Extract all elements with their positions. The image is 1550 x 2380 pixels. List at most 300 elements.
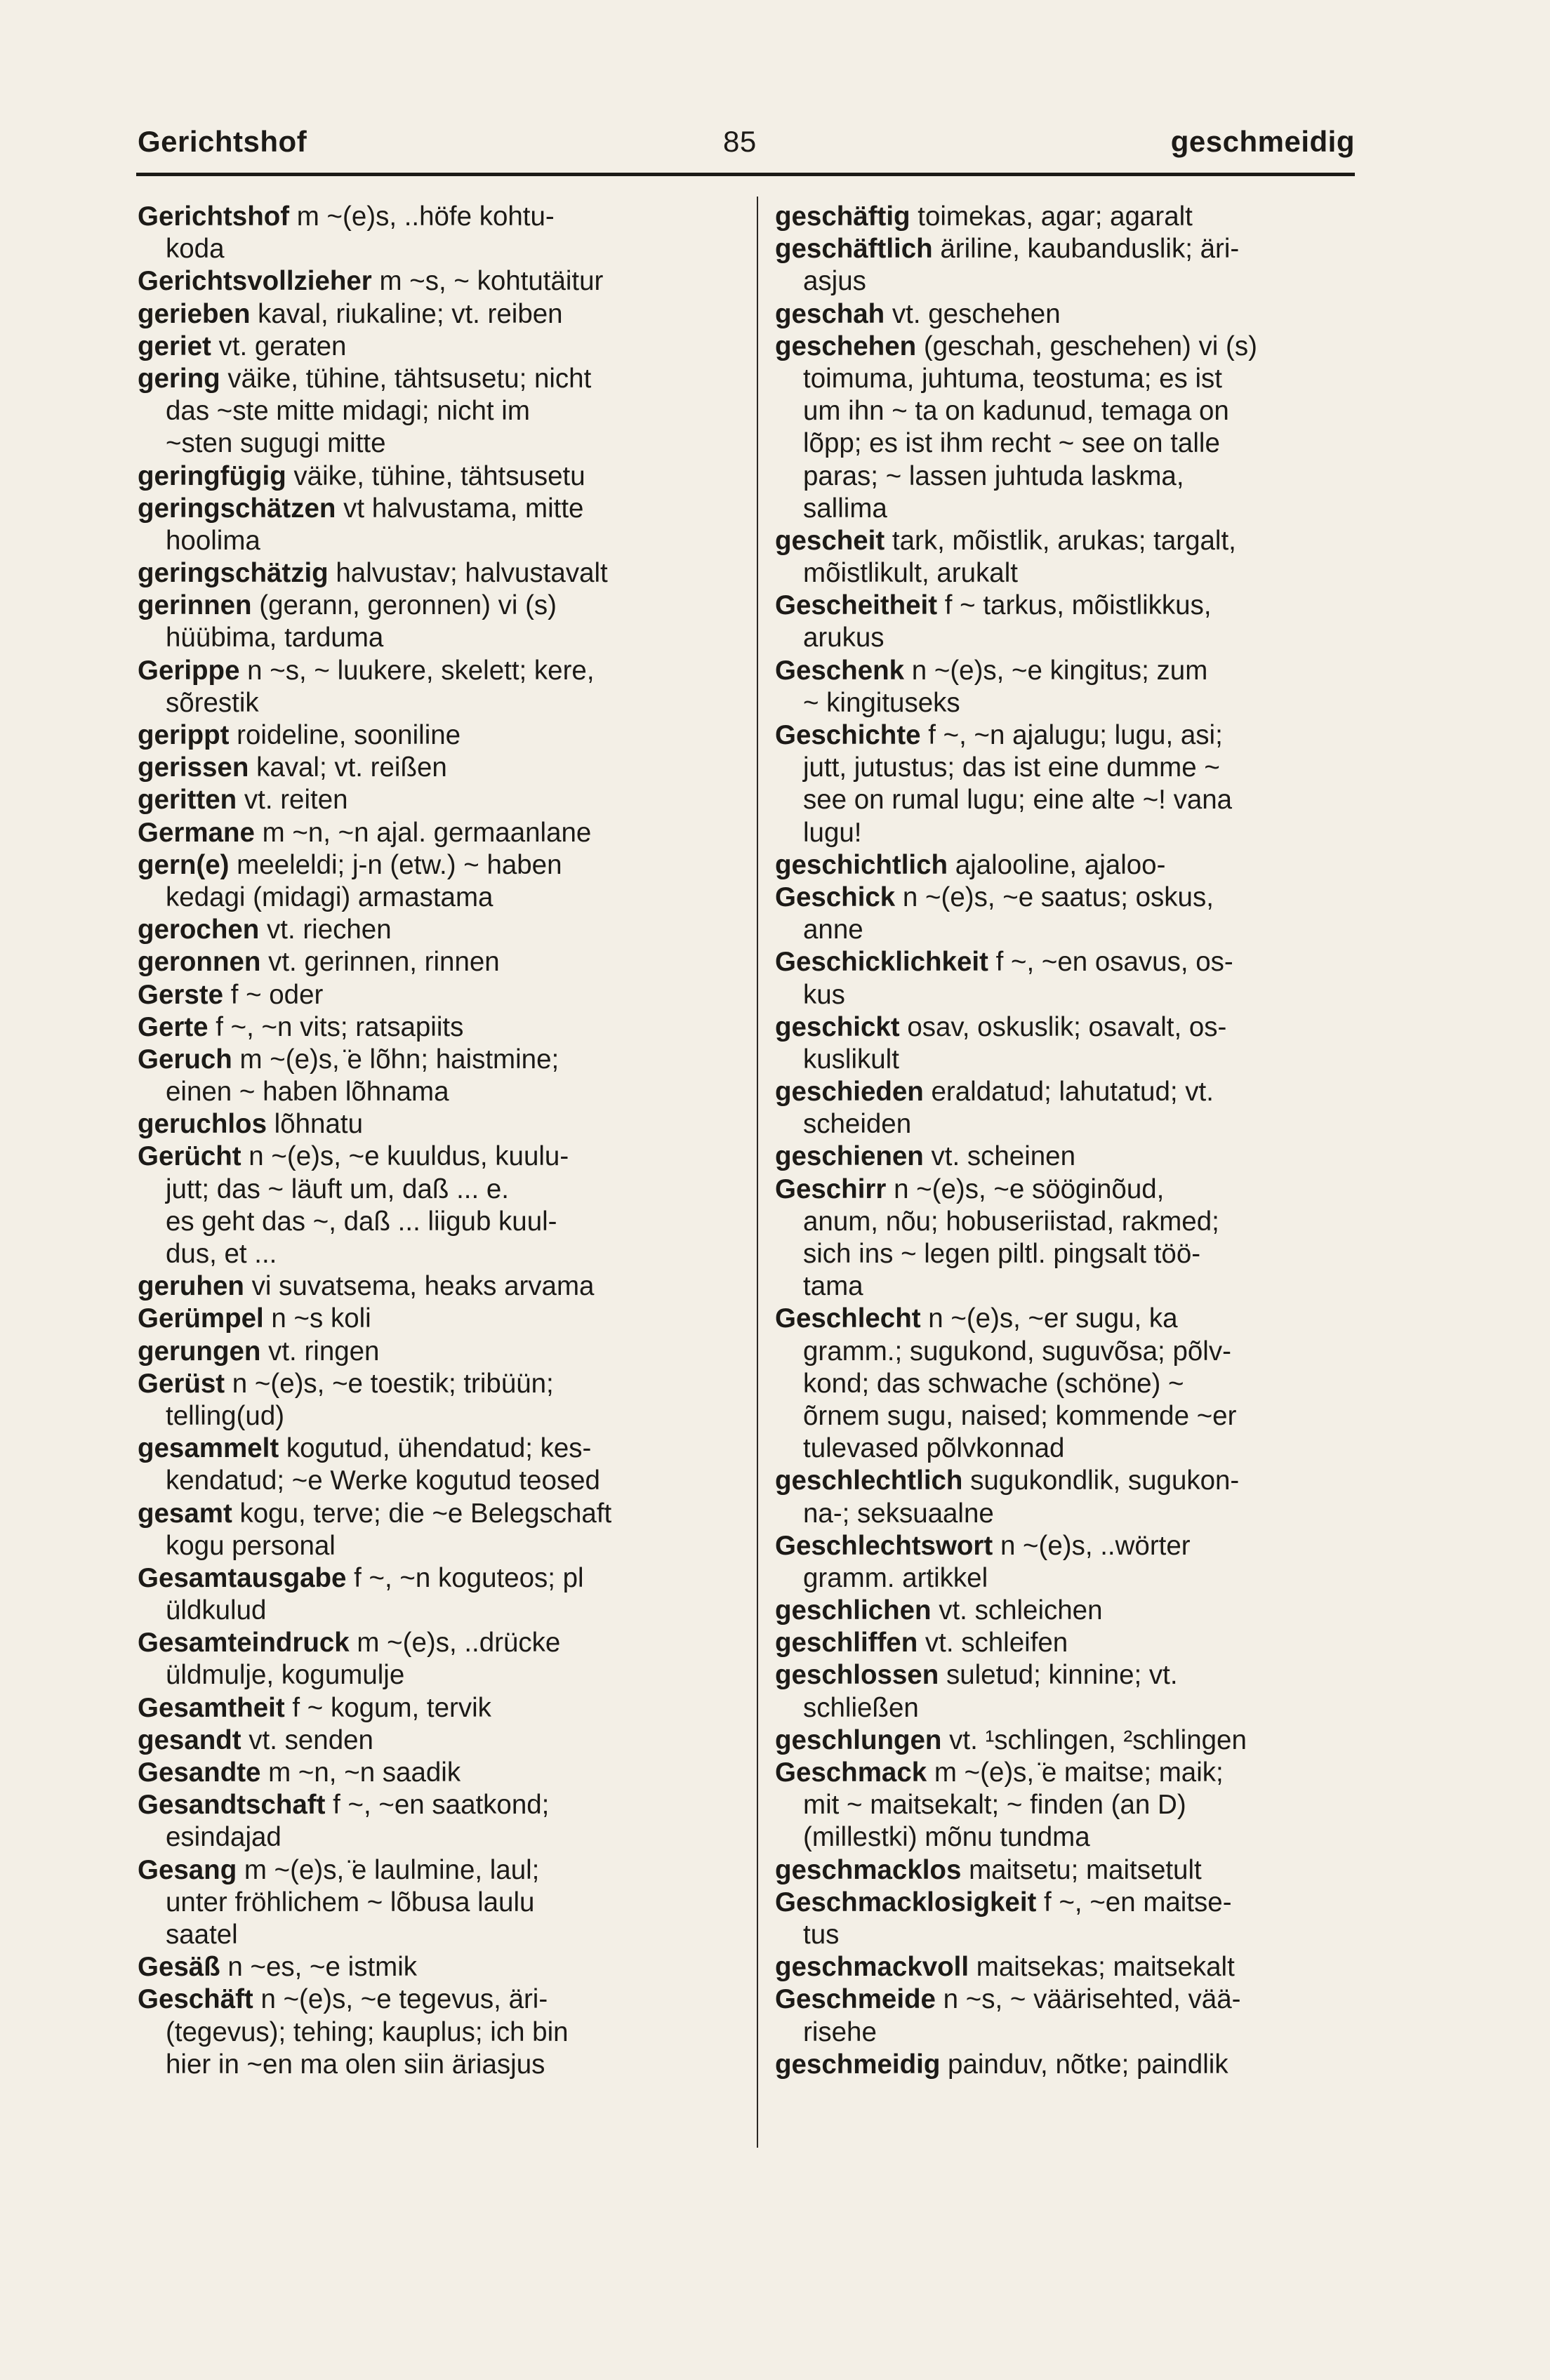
dictionary-entry	[775, 201, 1351, 233]
dictionary-entry	[775, 233, 1351, 265]
entry-continuation	[138, 1821, 713, 1854]
entry-continuation	[775, 1368, 1351, 1400]
headword: geschah	[775, 298, 885, 329]
definition-text: vt. geschehen	[885, 298, 1061, 329]
headword: gesandt	[138, 1724, 241, 1755]
definition-text: risehe	[803, 2016, 877, 2047]
dictionary-entry	[138, 914, 713, 946]
definition-text: (millestki) mõnu tundma	[803, 1822, 1090, 1853]
dictionary-entry	[775, 1011, 1351, 1044]
headword: geruhen	[138, 1271, 244, 1302]
dictionary-entry	[138, 1724, 713, 1757]
definition-text: halvustav; halvustavalt	[328, 558, 608, 589]
definition-text: paras; ~ lassen juhtuda laskma,	[803, 460, 1184, 491]
dictionary-entry	[775, 525, 1351, 557]
definition-text: maitsetu; maitsetult	[961, 1854, 1202, 1885]
headword: Geschlecht	[775, 1303, 921, 1334]
dictionary-entry	[138, 655, 713, 687]
definition-text: scheiden	[803, 1109, 912, 1140]
headword: geruchlos	[138, 1109, 267, 1140]
definition-text: osav, oskuslik; osavalt, os-	[899, 1011, 1227, 1042]
entry-continuation	[775, 817, 1351, 849]
entry-continuation	[775, 427, 1351, 460]
definition-text: f ~, ~en maitse-	[1036, 1887, 1232, 1917]
dictionary-entry	[138, 493, 713, 525]
definition-text: vt. senden	[241, 1724, 373, 1755]
definition-text: õrnem sugu, naised; kommende ~er	[803, 1400, 1237, 1431]
headword: Gesamteindruck	[138, 1628, 350, 1658]
dictionary-entry	[775, 719, 1351, 752]
entry-continuation	[775, 1238, 1351, 1270]
dictionary-entry	[138, 1692, 713, 1724]
dictionary-entry	[138, 1044, 713, 1076]
column-divider	[757, 197, 758, 2148]
dictionary-entry	[775, 1076, 1351, 1108]
definition-text: anne	[803, 915, 863, 945]
entry-continuation	[138, 1919, 713, 1951]
dictionary-entry	[775, 849, 1351, 882]
definition-text: äriline, kaubanduslik; äri-	[932, 234, 1240, 265]
headword: Gescheitheit	[775, 590, 938, 621]
definition-text: hier in ~en ma olen siin äriasjus	[166, 2049, 545, 2080]
headword: gerungen	[138, 1336, 261, 1367]
dictionary-entry	[138, 1562, 713, 1595]
headword: Gesamtausgabe	[138, 1562, 347, 1593]
definition-text: einen ~ haben lõhnama	[166, 1077, 449, 1108]
definition-text: eraldatud; lahutatud; vt.	[923, 1077, 1214, 1108]
definition-text: es geht das ~, daß ... liigub kuul-	[166, 1206, 557, 1237]
entry-continuation	[775, 1336, 1351, 1368]
dictionary-entry	[775, 1983, 1351, 2016]
headword: Germane	[138, 817, 255, 848]
headword: gering	[138, 363, 220, 394]
dictionary-entry	[138, 1498, 713, 1530]
definition-text: maitsekas; maitsekalt	[969, 1952, 1235, 1983]
definition-text: gramm. artikkel	[803, 1562, 988, 1593]
entry-continuation	[775, 557, 1351, 590]
definition-text: telling(ud)	[166, 1400, 285, 1431]
dictionary-entry	[775, 1951, 1351, 1983]
headword: geschlichen	[775, 1595, 932, 1626]
dictionary-entry	[138, 1336, 713, 1368]
dictionary-entry	[138, 331, 713, 363]
entry-continuation	[775, 493, 1351, 525]
headword: Geschlechtswort	[775, 1530, 993, 1561]
headword: gerinnen	[138, 590, 252, 621]
dictionary-entry	[138, 363, 713, 395]
dictionary-entry	[138, 1432, 713, 1465]
definition-text: painduv, nõtke; paindlik	[940, 2049, 1228, 2080]
headword: Geschmack	[775, 1757, 927, 1788]
definition-text: m ~(e)s, ..höfe kohtu-	[289, 201, 555, 232]
dictionary-entry	[138, 979, 713, 1011]
headword: gerochen	[138, 915, 260, 945]
dictionary-entry	[775, 1465, 1351, 1497]
entry-continuation	[775, 1789, 1351, 1821]
entry-continuation	[775, 1270, 1351, 1303]
definition-text: mit ~ maitsekalt; ~ finden (an D)	[803, 1790, 1186, 1821]
dictionary-entry	[138, 1854, 713, 1887]
headword: Gerücht	[138, 1141, 241, 1172]
headword: geschlossen	[775, 1660, 939, 1691]
dictionary-entry	[775, 298, 1351, 331]
definition-text: m ~(e)s, ̈e laulmine, laul;	[237, 1854, 540, 1885]
entry-continuation	[138, 1400, 713, 1432]
dictionary-entry	[138, 590, 713, 622]
entry-continuation	[775, 784, 1351, 816]
definition-text: jutt; das ~ läuft um, daß ... e.	[166, 1174, 509, 1204]
dictionary-entry	[138, 1368, 713, 1400]
definition-text: sich ins ~ legen piltl. pingsalt töö-	[803, 1239, 1201, 1269]
definition-text: n ~es, ~e istmik	[220, 1952, 418, 1983]
headword: Gerüst	[138, 1368, 225, 1399]
dictionary-entry	[138, 265, 713, 298]
entry-continuation	[138, 1174, 713, 1206]
entry-continuation	[138, 1076, 713, 1108]
dictionary-entry	[775, 1887, 1351, 1919]
entry-continuation	[775, 363, 1351, 395]
entry-continuation	[138, 1530, 713, 1562]
dictionary-entry	[138, 1983, 713, 2016]
definition-text: n ~(e)s, ~e kingitus; zum	[904, 655, 1208, 686]
dictionary-entry	[775, 1595, 1351, 1627]
headword: geschmeidig	[775, 2049, 941, 2080]
entry-continuation	[775, 460, 1351, 493]
headword: geschickt	[775, 1011, 900, 1042]
entry-continuation	[138, 687, 713, 719]
headword: geringfügig	[138, 460, 286, 491]
headword: Gerümpel	[138, 1303, 264, 1334]
definition-text: (geschah, geschehen) vi (s)	[916, 331, 1257, 361]
definition-text: n ~(e)s, ~e kuuldus, kuulu-	[241, 1141, 569, 1172]
headword: Geruch	[138, 1044, 232, 1075]
headword: Gerte	[138, 1011, 208, 1042]
definition-text: n ~(e)s, ..wörter	[993, 1530, 1191, 1561]
dictionary-entry	[775, 882, 1351, 914]
definition-text: n ~s koli	[263, 1303, 371, 1334]
definition-text: dus, et ...	[166, 1239, 277, 1269]
entry-continuation	[138, 1595, 713, 1627]
entry-continuation	[775, 1400, 1351, 1432]
dictionary-entry	[775, 331, 1351, 363]
headword: geringschätzig	[138, 558, 329, 589]
definition-text: kond; das schwache (schöne) ~	[803, 1368, 1184, 1399]
definition-text: lõpp; es ist ihm recht ~ see on talle	[803, 428, 1220, 459]
headword: geschliffen	[775, 1628, 918, 1658]
dictionary-entry	[775, 1627, 1351, 1659]
dictionary-entry	[775, 2049, 1351, 2081]
definition-text: kogu, terve; die ~e Belegschaft	[232, 1498, 612, 1529]
definition-text: f ~, ~n vits; ratsapiits	[208, 1011, 464, 1042]
left-column	[138, 201, 713, 2081]
entry-continuation	[775, 979, 1351, 1011]
definition-text: vt. geraten	[211, 331, 347, 361]
definition-text: n ~(e)s, ~e toestik; tribüün;	[225, 1368, 554, 1399]
definition-text: n ~s, ~ luukere, skelett; kere,	[239, 655, 595, 686]
definition-text: tulevased põlvkonnad	[803, 1433, 1065, 1464]
definition-text: n ~s, ~ väärisehted, vää-	[935, 1984, 1241, 2015]
entry-continuation	[138, 1206, 713, 1238]
headword: Geschmacklosigkeit	[775, 1887, 1037, 1917]
entry-continuation	[775, 1498, 1351, 1530]
definition-text: esindajad	[166, 1822, 281, 1853]
dictionary-entry	[138, 1627, 713, 1659]
entry-continuation	[138, 1887, 713, 1919]
headword: Geschmeide	[775, 1984, 936, 2015]
dictionary-entry	[138, 1789, 713, 1821]
entry-continuation	[775, 1692, 1351, 1724]
headword: Geschick	[775, 882, 896, 912]
definition-text: (tegevus); tehing; kauplus; ich bin	[166, 2016, 569, 2047]
right-column	[775, 201, 1351, 2081]
definition-text: vt. ringen	[260, 1336, 380, 1367]
definition-text: kogutud, ühendatud; kes-	[279, 1433, 592, 1464]
entry-continuation	[138, 427, 713, 460]
entry-continuation	[775, 1562, 1351, 1595]
dictionary-entry	[138, 201, 713, 233]
definition-text: sallima	[803, 493, 887, 524]
definition-text: mõistlikult, arukalt	[803, 558, 1018, 589]
entry-continuation	[138, 2016, 713, 2049]
entry-continuation	[138, 1238, 713, 1270]
entry-continuation	[138, 622, 713, 654]
definition-text: see on rumal lugu; eine alte ~! vana	[803, 785, 1233, 816]
entry-continuation	[138, 395, 713, 427]
definition-text: n ~(e)s, ~e saatus; oskus,	[895, 882, 1214, 912]
dictionary-entry	[138, 719, 713, 752]
definition-text: sugukondlik, sugukon-	[962, 1465, 1240, 1496]
headword: geschäftlich	[775, 234, 933, 265]
headword: geschieden	[775, 1077, 924, 1108]
definition-text: tama	[803, 1271, 863, 1302]
definition-text: unter fröhlichem ~ lõbusa laulu	[166, 1887, 535, 1917]
entry-continuation	[775, 622, 1351, 654]
headword: geschienen	[775, 1141, 924, 1172]
headword: gescheit	[775, 525, 885, 556]
headword: geriet	[138, 331, 211, 361]
entry-continuation	[775, 1206, 1351, 1238]
dictionary-entry	[138, 1141, 713, 1173]
definition-text: koda	[166, 234, 225, 265]
definition-text: tus	[803, 1919, 840, 1950]
headword: Gesamtheit	[138, 1692, 285, 1723]
dictionary-entry	[775, 1303, 1351, 1335]
headword: geschehen	[775, 331, 917, 361]
definition-text: f ~ tarkus, mõistlikkus,	[937, 590, 1212, 621]
definition-text: kaval; vt. reißen	[249, 752, 447, 783]
definition-text: n ~(e)s, ~er sugu, ka	[920, 1303, 1178, 1334]
definition-text: f ~, ~n koguteos; pl	[346, 1562, 584, 1593]
headword: geritten	[138, 785, 237, 816]
definition-text: f ~ oder	[223, 979, 324, 1010]
headword: Gesandtschaft	[138, 1790, 326, 1821]
headword: geschlechtlich	[775, 1465, 963, 1496]
entry-continuation	[138, 525, 713, 557]
headword: geschäftig	[775, 201, 910, 232]
definition-text: roideline, sooniline	[229, 720, 461, 750]
definition-text: vt. riechen	[259, 915, 392, 945]
headword: geschichtlich	[775, 849, 948, 880]
headword: Gerste	[138, 979, 223, 1010]
definition-text: n ~(e)s, ~e sööginõud,	[886, 1174, 1165, 1204]
dictionary-entry	[138, 298, 713, 331]
dictionary-entry	[138, 557, 713, 590]
headword: geschmacklos	[775, 1854, 962, 1885]
definition-text: n ~(e)s, ~e tegevus, äri-	[253, 1984, 548, 2015]
definition-text: (gerann, geronnen) vi (s)	[251, 590, 557, 621]
dictionary-entry	[138, 946, 713, 978]
page-number: 85	[723, 125, 757, 158]
entry-continuation	[775, 395, 1351, 427]
dictionary-entry	[775, 655, 1351, 687]
definition-text: kendatud; ~e Werke kogutud teosed	[166, 1465, 600, 1496]
dictionary-entry	[138, 1011, 713, 1044]
definition-text: toimuma, juhtuma, teostuma; es ist	[803, 363, 1222, 394]
dictionary-entry	[775, 1659, 1351, 1691]
entry-continuation	[138, 2049, 713, 2081]
definition-text: kogu personal	[166, 1530, 336, 1561]
headword: geschmackvoll	[775, 1952, 969, 1983]
headword: gesammelt	[138, 1433, 279, 1464]
definition-text: na-; seksuaalne	[803, 1498, 994, 1529]
definition-text: sõrestik	[166, 687, 259, 718]
definition-text: lõhnatu	[266, 1109, 363, 1140]
running-head-right: geschmeidig	[1170, 125, 1355, 158]
running-head-left: Gerichtshof	[138, 125, 307, 158]
definition-text: jutt, jutustus; das ist eine dumme ~	[803, 752, 1220, 783]
entry-continuation	[775, 752, 1351, 784]
definition-text: hüübima, tarduma	[166, 623, 384, 653]
entry-continuation	[138, 1465, 713, 1497]
definition-text: m ~(e)s, ̈e maitse; maik;	[927, 1757, 1224, 1788]
definition-text: üldkulud	[166, 1595, 267, 1626]
definition-text: m ~n, ~n saadik	[260, 1757, 461, 1788]
definition-text: väike, tühine, tähtsusetu; nicht	[220, 363, 592, 394]
definition-text: schließen	[803, 1692, 919, 1723]
dictionary-entry	[138, 460, 713, 493]
dictionary-entry	[775, 1757, 1351, 1789]
definition-text: m ~n, ~n ajal. germaanlane	[254, 817, 592, 848]
headword: Gesäß	[138, 1952, 220, 1983]
headword: gern(e)	[138, 849, 230, 880]
dictionary-entry	[138, 752, 713, 784]
headword: Geschäft	[138, 1984, 253, 2015]
definition-text: üldmulje, kogumulje	[166, 1660, 405, 1691]
definition-text: väike, tühine, tähtsusetu	[286, 460, 585, 491]
definition-text: gramm.; sugukond, suguvõsa; põlv-	[803, 1336, 1231, 1367]
definition-text: f ~, ~en saatkond;	[325, 1790, 550, 1821]
entry-continuation	[775, 265, 1351, 298]
entry-continuation	[138, 1659, 713, 1691]
dictionary-entry	[775, 1174, 1351, 1206]
definition-text: lugu!	[803, 817, 862, 848]
headword: geronnen	[138, 947, 261, 978]
entry-continuation	[775, 687, 1351, 719]
entry-continuation	[775, 1821, 1351, 1854]
entry-continuation	[775, 1432, 1351, 1465]
dictionary-entry	[775, 946, 1351, 978]
dictionary-entry	[775, 1530, 1351, 1562]
definition-text: das ~ste mitte midagi; nicht im	[166, 396, 530, 427]
definition-text: vt halvustama, mitte	[336, 493, 584, 524]
dictionary-entry	[138, 1108, 713, 1141]
entry-continuation	[775, 1108, 1351, 1141]
definition-text: asjus	[803, 266, 866, 297]
entry-continuation	[138, 882, 713, 914]
definition-text: vi suvatsema, heaks arvama	[244, 1271, 595, 1302]
dictionary-entry	[138, 1270, 713, 1303]
headword: Geschenk	[775, 655, 905, 686]
definition-text: vt. ¹schlingen, ²schlingen	[941, 1724, 1247, 1755]
dictionary-entry	[775, 1141, 1351, 1173]
definition-text: m ~s, ~ kohtutäitur	[371, 266, 604, 297]
definition-text: vt. scheinen	[923, 1141, 1075, 1172]
definition-text: vt. gerinnen, rinnen	[260, 947, 500, 978]
definition-text: kuslikult	[803, 1044, 899, 1075]
dictionary-entry	[138, 817, 713, 849]
headword: geschlungen	[775, 1724, 942, 1755]
definition-text: arukus	[803, 623, 885, 653]
definition-text: f ~, ~n ajalugu; lugu, asi;	[920, 720, 1223, 750]
definition-text: kaval, riukaline; vt. reiben	[250, 298, 563, 329]
dictionary-entry	[138, 1757, 713, 1789]
definition-text: ~sten sugugi mitte	[166, 428, 386, 459]
entry-continuation	[775, 914, 1351, 946]
definition-text: f ~ kogum, tervik	[284, 1692, 491, 1723]
entry-continuation	[775, 1919, 1351, 1951]
definition-text: vt. reiten	[237, 785, 348, 816]
headword: Gesang	[138, 1854, 237, 1885]
headword: gerippt	[138, 720, 230, 750]
definition-text: kedagi (midagi) armastama	[166, 882, 494, 912]
dictionary-entry	[138, 849, 713, 882]
definition-text: saatel	[166, 1919, 238, 1950]
dictionary-entry	[138, 784, 713, 816]
definition-text: vt. schleifen	[918, 1628, 1068, 1658]
headword: geringschätzen	[138, 493, 336, 524]
headword: gerissen	[138, 752, 249, 783]
headword: Geschichte	[775, 720, 921, 750]
definition-text: suletud; kinnine; vt.	[939, 1660, 1178, 1691]
header-rule	[136, 173, 1355, 176]
headword: Geschicklichkeit	[775, 947, 988, 978]
definition-text: toimekas, agar; agaralt	[910, 201, 1193, 232]
dictionary-entry	[775, 590, 1351, 622]
definition-text: um ihn ~ ta on kadunud, temaga on	[803, 396, 1229, 427]
entry-continuation	[775, 2016, 1351, 2049]
definition-text: m ~(e)s, ..drücke	[349, 1628, 561, 1658]
headword: Gerichtsvollzieher	[138, 266, 372, 297]
definition-text: ~ kingituseks	[803, 687, 960, 718]
definition-text: ajalooline, ajaloo-	[948, 849, 1166, 880]
headword: gerieben	[138, 298, 251, 329]
definition-text: m ~(e)s, ̈e lõhn; haistmine;	[232, 1044, 559, 1075]
definition-text: anum, nõu; hobuseriistad, rakmed;	[803, 1206, 1219, 1237]
definition-text: hoolima	[166, 525, 260, 556]
entry-continuation	[138, 233, 713, 265]
dictionary-entry	[775, 1724, 1351, 1757]
dictionary-entry	[775, 1854, 1351, 1887]
headword: Gerippe	[138, 655, 240, 686]
entry-continuation	[775, 1044, 1351, 1076]
dictionary-entry	[138, 1951, 713, 1983]
definition-text: tark, mõistlik, arukas; targalt,	[885, 525, 1236, 556]
headword: gesamt	[138, 1498, 232, 1529]
headword: Gesandte	[138, 1757, 261, 1788]
dictionary-entry	[138, 1303, 713, 1335]
definition-text: vt. schleichen	[931, 1595, 1103, 1626]
headword: Gerichtshof	[138, 201, 290, 232]
